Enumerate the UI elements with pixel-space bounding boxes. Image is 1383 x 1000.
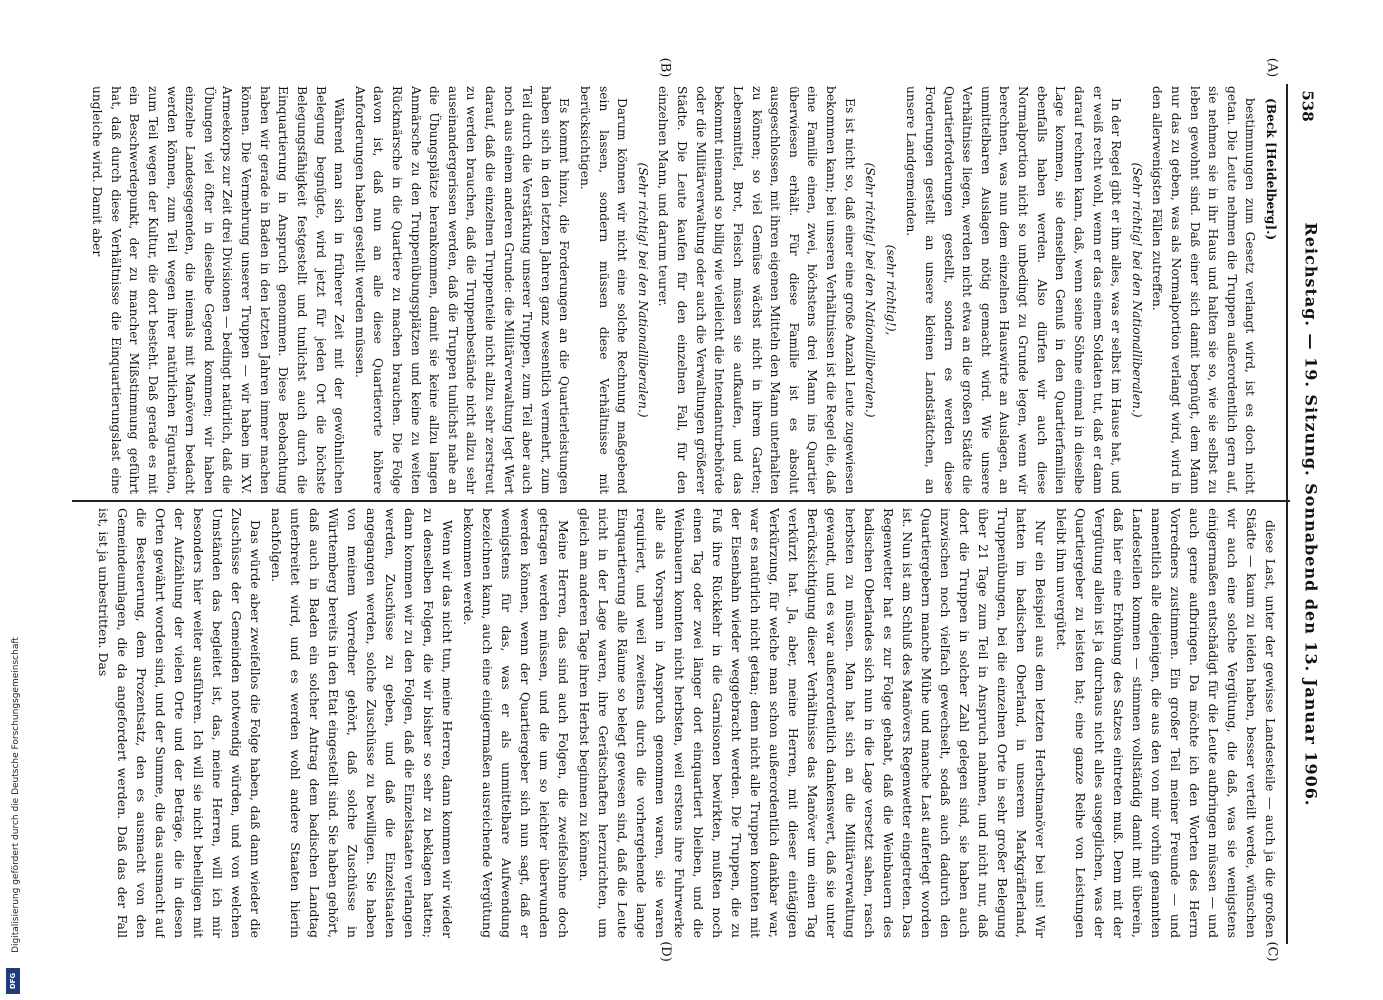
running-header <box>1296 84 1326 944</box>
digitization-footer <box>8 600 24 990</box>
upper-text-column <box>80 86 1280 494</box>
margin-mark-a: (A) <box>1264 57 1280 78</box>
speaker-name: (Beck [Heidelberg].) <box>1264 98 1279 241</box>
interjection: (sehr richtig!), <box>883 244 898 336</box>
lower-text-column <box>80 508 1280 938</box>
header-rule <box>1286 84 1288 944</box>
paragraph: Meine Herren, das sind auch Folgen, die zweifelsohne doch getragen werden müssen, und die um so leichter überwunden werden können, wenn der Quartiergeber sich nun sagt, daß er wenigstens für das, was er als unmittelbare Aufwendung bezeichnen kann, auch eine einigermaßen ausreichende Vergütung bekommen werde. <box>461 508 571 938</box>
column-divider <box>72 500 1290 502</box>
interjection: (Sehr richtig! bei den Nationalliberalen.) <box>1129 162 1144 418</box>
margin-mark-b: (B) <box>657 57 673 78</box>
paragraph: Es ist nicht so, daß einer eine große Anzahl Leute zugewiesen bekommen kann; bei unseren Verhältnissen ist die Regel die, daß eine Familie einen, zwei, höchstens drei Mann ins Quartier überwiesen erhält. Für diese Familie ist es absolut ausgeschlossen, mit ihren eigenen Mitteln den Mann unterhalten zu können; so viel Gemüse wächst nicht in ihrem Garten; Lebensmittel, Brot, Fleisch müssen sie aufkaufen, und das bekommt niemand so billig wie vielleicht die Intendanturbehörde oder die Militärverwaltung oder auch die Verwaltungen größerer Städte. Die Leute kaufen für den einzelnen Fall, für den einzelnen Mann, und darum teurer. <box>656 86 857 494</box>
margin-mark-c: (C) <box>1264 941 1280 962</box>
paragraph: bestimmungen zum Gesetz verlangt wird, ist es doch nicht getan. Die Leute nehmen die Truppen außerordentlich gern auf, sie nehmen sie in ihr Haus und halten sie so, wie sie selbst zu leben gewohnt sind. Daß einer sich damit begnügt, dem Mann nur das zu geben, was als Normalportion verlangt wird, wird in den allerwenigsten Fällen zutreffen. <box>1150 86 1258 494</box>
paragraph: Nur ein Beispiel aus dem letzten Herbstmanöver bei uns! Wir hatten im badischen Oberland, in unserem Markgräflerland, Truppenübungen, bei die einzelnen Orte in sehr großer Belegung über 21 Tage zum Teil in Anspruch nahmen, und nicht nur, daß dort die Truppen in solcher Zahl gelegen sind, sie haben auch inzwischen noch vielfach gewechselt, sodaß auch dadurch den Quartiergebern manche Mühe und manche Last auferlegt worden ist. Nun ist am Schluß des Manövers Regenwetter eingetreten. Das Regenwetter hat es zur Folge gehabt, daß die Weinbauern des badischen Oberlandes sich nun in die Lage versetzt sahen, rasch herbsten zu müssen. Man hat sich an die Militärverwaltung gewandt, und es war außerordentlich dankenswert, daß sie unter Berücksichtigung dieser Verhältnisse das Manöver um einen Tag verkürzt hat. Ja, aber, meine Herren, mit dieser eintägigen Verkürzung, für welche man schon außerordentlich dankbar war, war es natürlich nicht getan; denn nicht alle Truppen konnten mit der Eisenbahn wieder weggebracht werden. Die Truppen, die zu Fuß ihre Rückkehr in die Garnisonen bewirkten, mußten noch einen Tag oder zwei länger dort einquartiert bleiben, und die Weinbauern konnten nicht herbsten, weil erstens ihre Fuhrwerke alle als Vorspann in Anspruch genommen waren, sie waren requiriert, und weil zweitens durch die vorhergehende lange Einquartierung alle Räume so belegt gewesen sind, daß die Leute nicht in der Lage waren, ihre Gerätschaften herzurichten, um gleich am anderen Tage ihren Herbst beginnen zu können. <box>577 508 1048 938</box>
paragraph: Wenn wir das nicht tun, meine Herren, dann kommen wir wieder zu denselben Folgen, die wir bisher so sehr zu beklagen hatten; dann kommen wir zu den Folgen, daß die Einzelstaaten verlangen werden, Zuschüsse zu geben, und daß die Einzelstaaten angegangen werden, solche Zuschüsse zu bewilligen. Sie haben von meinem Vorredner gehört, daß solche Zuschüsse in Württemberg bereits in den Etat eingestellt sind. Sie haben gehört, daß auch in Baden ein solcher Antrag dem badischen Landtag unterbreitet wird, und es werden wohl andere Staaten hierin nachfolgen. <box>269 508 455 938</box>
paragraph: Während man sich in früherer Zeit mit der gewöhnlichen Belegung begnügte, wird jetzt für jeden Ort die höchste Belegungsfähigkeit festgestellt und tunlichst auch durch die Einquartierung in Anspruch genommen. Diese Beobachtung haben wir gerade in Baden in den letzten Jahren immer machen können. Die Vermehrung unserer Truppen — wir haben im XV. Armeekorps zur Zeit drei Divisionen — bedingt natürlich, daß die Übungen viel öfter in dieselbe Gegend kommen; wir haben einzelne Landesgegenden, die niemals mit Manövern bedacht werden können, zum Teil wegen ihrer natürlichen Figuration, zum Teil wegen der Kultur, die dort besteht. Daß gerade es mit ein Beschwerdepunkt, der zu mancher Mißstimmung geführt hat, daß durch diese Verhältnisse die Einquartierungslast eine ungleiche wird. Damit aber <box>90 86 347 494</box>
interjection: (Sehr richtig! bei den Nationalliberalen.) <box>863 162 878 418</box>
interjection: (Sehr richtig! bei den Nationalliberalen.) <box>635 162 650 418</box>
paragraph: diese Last, unter der gewisse Landesteile — auch ja die großen Städte — kaum zu leiden haben, besser verteilt werde, wünschen wir auch eine solche Vergütung, die daß, was sie wenigstens einigermaßen entschädigt für die Leute aufbringen müssen — und auch gerne aufbringen. Da möchte ich den Worten des Herrn Vorredners zustimmen. Ein großer Teil meiner Freunde — und namentlich alle diejenigen, die aus den von mir vorhin genannten Landesteilen kommen — stimmen vollständig damit mit überein, daß hier eine Erhöhung des Satzes eintreten muß. Denn mit der Vergütung allein ist ja durchaus nicht alles ausgeglichen, was der Quartiergeber zu leisten hat; eine ganze Reihe von Leistungen bleibt ihm unvergütet. <box>1054 508 1278 938</box>
paragraph: Es kommt hinzu, die Forderungen an die Quartierleistungen haben sich in den letzten Jahren ganz wesentlich vermehrt, zum Teil durch die Verstärkung unserer Truppen, zum Teil aber auch noch aus einem anderen Grunde: die Militärverwaltung legt Wert darauf, daß die einzelnen Truppenteile nicht allzu sehr zerstreut zu werden brauchen, daß die Truppenbestände nicht allzu sehr auseinandergerissen werden, daß die Truppen tunlichst nahe an die Übungsplätze herankommen, damit sie keine allzu langen Anmärsche zu den Truppenübungsplätzen und keine zu weiten Rückmärsche in die Quartiere zu machen brauchen. Die Folge davon ist, daß nun an alle diese Quartierorte höhere Anforderungen haben gestellt werden müssen. <box>352 86 572 494</box>
running-title: Reichstag. — 19. Sitzung. Sonnabend den 13. Januar 1906. <box>1301 222 1321 806</box>
margin-mark-d: (D) <box>657 941 673 962</box>
dfg-logo: DFG <box>6 968 20 994</box>
paragraph: Das würde aber zweifellos die Folge haben, daß dann wieder die Zuschüsse der Gemeinden notwendig würden, und von welchen Umständen das begleitet ist, das, meine Herren, will ich mir besonders hier weiter ausführen. Ich will sie nicht behelligen mit der Aufzählung der vielen Orte und der Beträge, die in diesen Orten gewährt worden sind, und der Summe, die das ausmacht auf die Besteuerung, dem Prozentsatz, den es ausmacht von den Gemeindeumlagen, die da angefordert werden. Daß das der Fall ist, ist ja unbestritten. Das <box>96 508 263 938</box>
paragraph: In der Regel gibt er ihm alles, was er selbst im Hause hat, und er weiß recht wohl, wenn er das einem Soldaten tut, daß er dann darauf rechnen kann, daß, wenn seine Söhne einmal in dieselbe Lage kommen, sie denselben Genuß in den Quartierfamilien ebenfalls haben werden. Also dürfen wir auch diese Normalportion nicht so unbedingt zu Grunde legen, wenn wir berechnen, was nun dem einzelnen Hauswirte an Auslagen, an unmittelbaren Auslagen nötig gemacht wird. Wie unsere Verhältnisse liegen, werden nicht etwa an die großen Städte die Quartierforderungen gestellt, sondern es werden diese Forderungen gestellt an unsere kleinen Landstädtchen, an unsere Landgemeinden. <box>904 86 1124 494</box>
page-number: 538 <box>1299 90 1317 122</box>
footer-text: Digitalisierung gefördert durch die Deutsche Forschungsgemeinschaft <box>11 637 22 953</box>
paragraph: Darum können wir nicht eine solche Rechnung maßgebend sein lassen, sondern müssen diese Verhältnisse mit berücksichtigen. <box>578 86 630 494</box>
